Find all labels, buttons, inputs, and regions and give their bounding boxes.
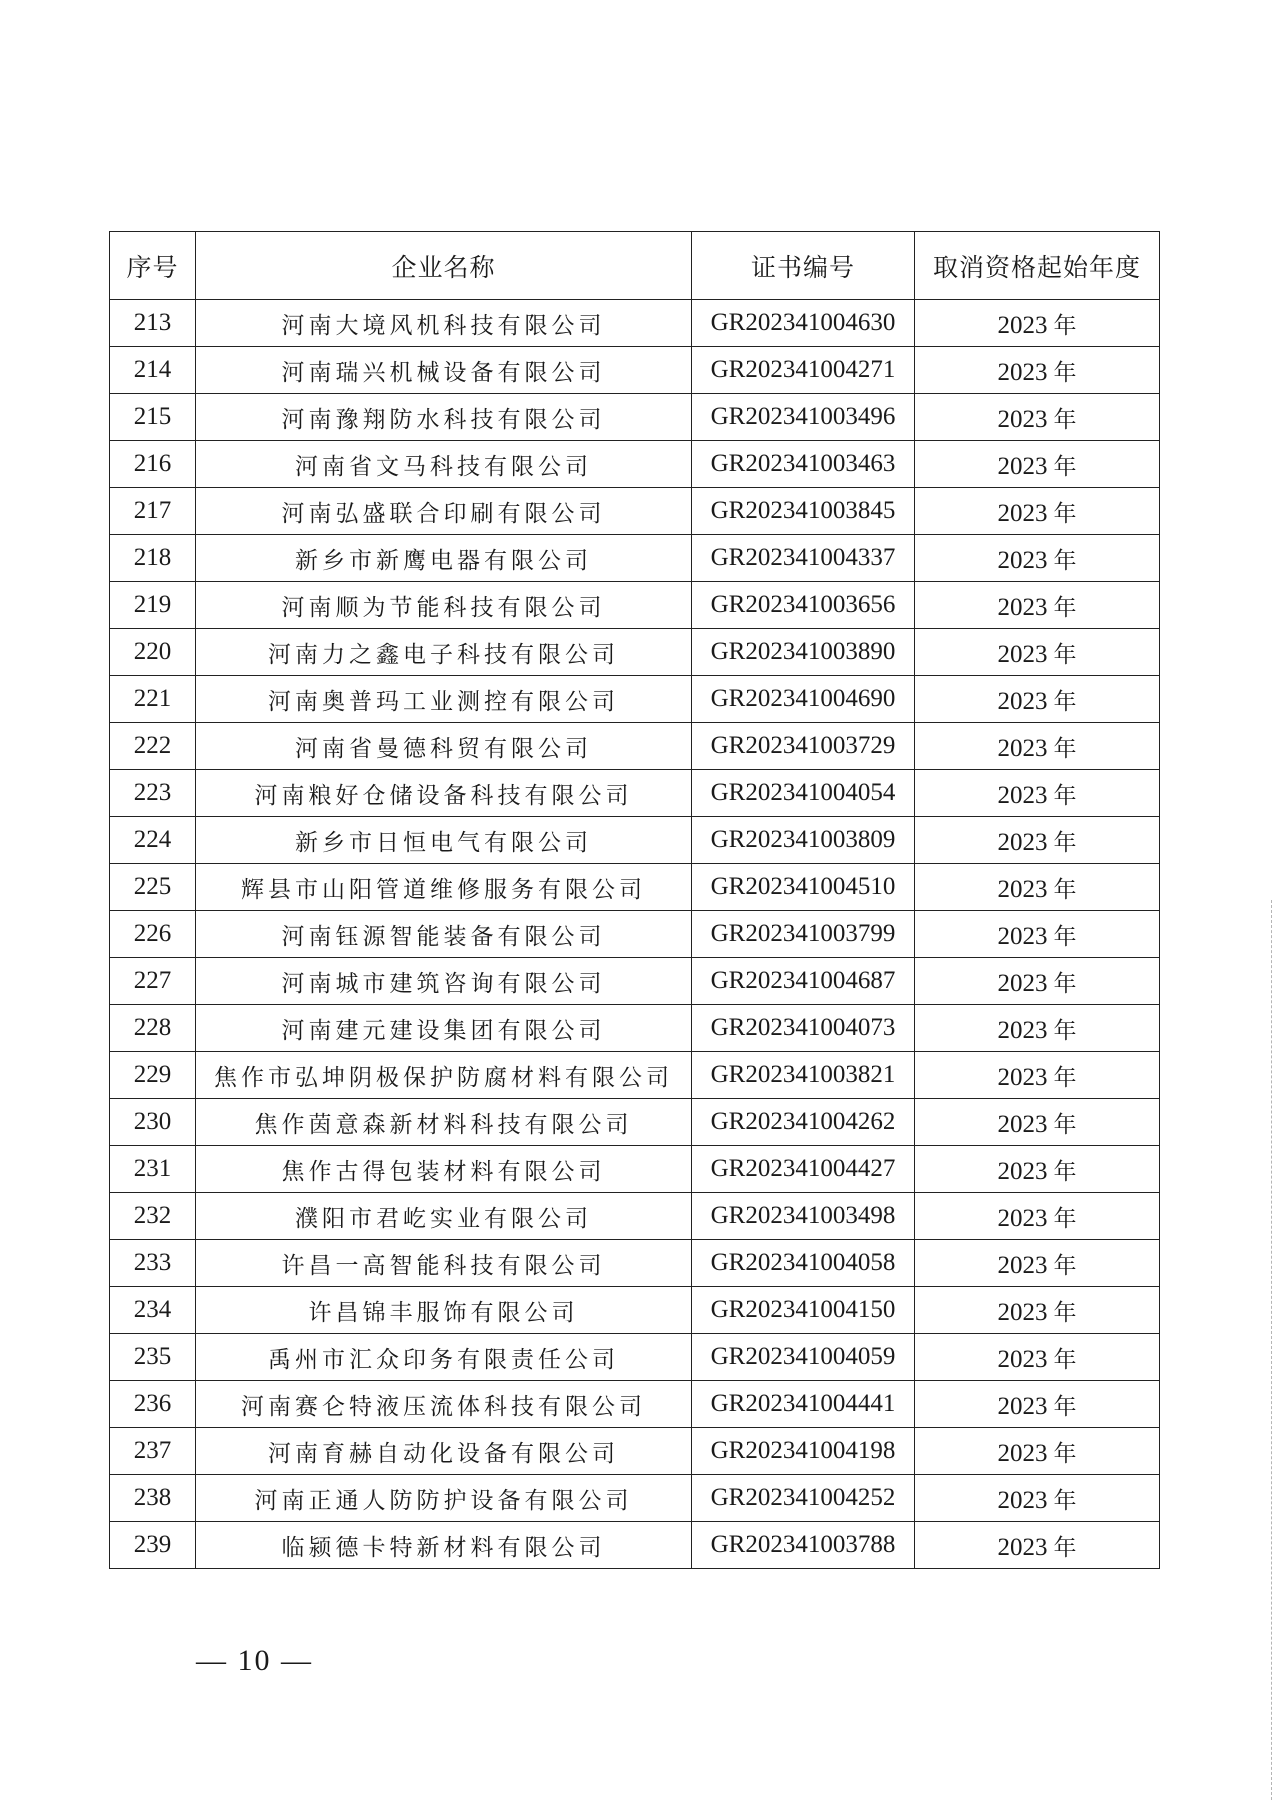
cell-serial-number: 235 [110, 1334, 196, 1381]
year-value: 2023 [997, 1392, 1048, 1420]
cell-certificate-number: GR202341004271 [692, 347, 915, 394]
table-row [110, 300, 1160, 347]
header-enterprise-name: 企业名称 [196, 232, 692, 300]
cell-serial-number: 231 [110, 1146, 196, 1193]
year-suffix: 年 [1053, 1111, 1077, 1138]
year-value: 2023 [997, 1486, 1048, 1514]
cell-enterprise-name: 焦作市弘坤阴极保护防腐材料有限公司 [196, 1052, 692, 1099]
table-row [110, 488, 1160, 535]
cell-enterprise-name: 河南大境风机科技有限公司 [196, 300, 692, 347]
cell-serial-number: 221 [110, 676, 196, 723]
cell-enterprise-name: 新乡市新鹰电器有限公司 [196, 535, 692, 582]
year-suffix: 年 [1053, 1252, 1077, 1279]
cell-certificate-number: GR202341004262 [692, 1099, 915, 1146]
table-row [110, 958, 1160, 1005]
cell-certificate-number: GR202341003788 [692, 1522, 915, 1569]
table-body [110, 300, 1160, 1569]
year-suffix: 年 [1053, 1440, 1077, 1467]
cell-revocation-year [915, 770, 1160, 817]
cell-certificate-number: GR202341003799 [692, 911, 915, 958]
year-value: 2023 [997, 1251, 1048, 1279]
year-suffix: 年 [1053, 1064, 1077, 1091]
cell-revocation-year [915, 1287, 1160, 1334]
cell-enterprise-name: 河南弘盛联合印刷有限公司 [196, 488, 692, 535]
cell-enterprise-name: 河南建元建设集团有限公司 [196, 1005, 692, 1052]
cell-certificate-number: GR202341004059 [692, 1334, 915, 1381]
cell-enterprise-name: 焦作古得包装材料有限公司 [196, 1146, 692, 1193]
cell-serial-number: 216 [110, 441, 196, 488]
cell-enterprise-name: 河南顺为节能科技有限公司 [196, 582, 692, 629]
table-row [110, 817, 1160, 864]
cell-revocation-year [915, 1099, 1160, 1146]
cell-revocation-year [915, 347, 1160, 394]
cell-revocation-year [915, 1522, 1160, 1569]
year-suffix: 年 [1053, 829, 1077, 856]
cell-revocation-year [915, 394, 1160, 441]
year-suffix: 年 [1053, 1534, 1077, 1561]
cell-serial-number: 215 [110, 394, 196, 441]
cell-serial-number: 213 [110, 300, 196, 347]
year-value: 2023 [997, 875, 1048, 903]
cell-certificate-number: GR202341004058 [692, 1240, 915, 1287]
cell-certificate-number: GR202341004252 [692, 1475, 915, 1522]
table-row [110, 770, 1160, 817]
year-suffix: 年 [1053, 359, 1077, 386]
header-serial-number: 序号 [110, 232, 196, 300]
table-row [110, 1522, 1160, 1569]
cell-serial-number: 225 [110, 864, 196, 911]
year-suffix: 年 [1053, 500, 1077, 527]
cell-certificate-number: GR202341004150 [692, 1287, 915, 1334]
year-suffix: 年 [1053, 312, 1077, 339]
year-suffix: 年 [1053, 547, 1077, 574]
cell-certificate-number: GR202341004630 [692, 300, 915, 347]
table-row [110, 629, 1160, 676]
table-row [110, 676, 1160, 723]
year-value: 2023 [997, 499, 1048, 527]
cell-revocation-year [915, 911, 1160, 958]
cell-revocation-year [915, 488, 1160, 535]
table-row [110, 1099, 1160, 1146]
cell-enterprise-name: 河南省文马科技有限公司 [196, 441, 692, 488]
year-value: 2023 [997, 1439, 1048, 1467]
cell-revocation-year [915, 1146, 1160, 1193]
cell-certificate-number: GR202341003498 [692, 1193, 915, 1240]
year-value: 2023 [997, 781, 1048, 809]
cell-enterprise-name: 河南赛仑特液压流体科技有限公司 [196, 1381, 692, 1428]
cell-revocation-year [915, 629, 1160, 676]
cell-revocation-year [915, 535, 1160, 582]
year-value: 2023 [997, 1110, 1048, 1138]
cell-enterprise-name: 焦作茵意森新材料科技有限公司 [196, 1099, 692, 1146]
year-value: 2023 [997, 1533, 1048, 1561]
cell-revocation-year [915, 1428, 1160, 1475]
year-value: 2023 [997, 687, 1048, 715]
cell-certificate-number: GR202341003729 [692, 723, 915, 770]
cell-enterprise-name: 许昌锦丰服饰有限公司 [196, 1287, 692, 1334]
year-value: 2023 [997, 452, 1048, 480]
cell-serial-number: 232 [110, 1193, 196, 1240]
table-row [110, 347, 1160, 394]
header-certificate-number: 证书编号 [692, 232, 915, 300]
table-row [110, 582, 1160, 629]
table-row [110, 394, 1160, 441]
cell-revocation-year [915, 864, 1160, 911]
page-number: — 10 — [196, 1644, 313, 1677]
cell-serial-number: 226 [110, 911, 196, 958]
cell-enterprise-name: 河南城市建筑咨询有限公司 [196, 958, 692, 1005]
cell-serial-number: 219 [110, 582, 196, 629]
table-row [110, 1240, 1160, 1287]
cell-certificate-number: GR202341004510 [692, 864, 915, 911]
cell-serial-number: 239 [110, 1522, 196, 1569]
cell-serial-number: 214 [110, 347, 196, 394]
year-suffix: 年 [1053, 876, 1077, 903]
cell-serial-number: 238 [110, 1475, 196, 1522]
year-suffix: 年 [1053, 1487, 1077, 1514]
table-row [110, 535, 1160, 582]
cell-certificate-number: GR202341004054 [692, 770, 915, 817]
cell-revocation-year [915, 1052, 1160, 1099]
year-value: 2023 [997, 1063, 1048, 1091]
year-suffix: 年 [1053, 1346, 1077, 1373]
cell-enterprise-name: 濮阳市君屹实业有限公司 [196, 1193, 692, 1240]
cell-certificate-number: GR202341004690 [692, 676, 915, 723]
table-row [110, 864, 1160, 911]
cell-certificate-number: GR202341004441 [692, 1381, 915, 1428]
year-value: 2023 [997, 405, 1048, 433]
cell-serial-number: 229 [110, 1052, 196, 1099]
header-revocation-start-year: 取消资格起始年度 [915, 232, 1160, 300]
year-value: 2023 [997, 640, 1048, 668]
cell-serial-number: 224 [110, 817, 196, 864]
year-value: 2023 [997, 922, 1048, 950]
cell-revocation-year [915, 958, 1160, 1005]
year-value: 2023 [997, 358, 1048, 386]
year-suffix: 年 [1053, 688, 1077, 715]
table-row [110, 1334, 1160, 1381]
cell-revocation-year [915, 441, 1160, 488]
cell-certificate-number: GR202341004198 [692, 1428, 915, 1475]
cell-enterprise-name: 临颍德卡特新材料有限公司 [196, 1522, 692, 1569]
year-value: 2023 [997, 1157, 1048, 1185]
scan-edge-line [1270, 900, 1272, 1800]
cell-enterprise-name: 河南省曼德科贸有限公司 [196, 723, 692, 770]
year-value: 2023 [997, 969, 1048, 997]
cell-enterprise-name: 河南正通人防防护设备有限公司 [196, 1475, 692, 1522]
year-value: 2023 [997, 1204, 1048, 1232]
table-row [110, 1146, 1160, 1193]
cell-serial-number: 223 [110, 770, 196, 817]
year-suffix: 年 [1053, 1017, 1077, 1044]
cell-certificate-number: GR202341004337 [692, 535, 915, 582]
cell-serial-number: 218 [110, 535, 196, 582]
cell-certificate-number: GR202341003496 [692, 394, 915, 441]
year-value: 2023 [997, 828, 1048, 856]
year-suffix: 年 [1053, 923, 1077, 950]
cell-enterprise-name: 河南钰源智能装备有限公司 [196, 911, 692, 958]
year-suffix: 年 [1053, 735, 1077, 762]
table-row [110, 911, 1160, 958]
cell-revocation-year [915, 1193, 1160, 1240]
cell-enterprise-name: 河南豫翔防水科技有限公司 [196, 394, 692, 441]
table-row [110, 441, 1160, 488]
cell-enterprise-name: 河南力之鑫电子科技有限公司 [196, 629, 692, 676]
cell-certificate-number: GR202341003463 [692, 441, 915, 488]
year-suffix: 年 [1053, 641, 1077, 668]
year-suffix: 年 [1053, 594, 1077, 621]
year-value: 2023 [997, 546, 1048, 574]
year-value: 2023 [997, 593, 1048, 621]
year-suffix: 年 [1053, 1205, 1077, 1232]
year-suffix: 年 [1053, 406, 1077, 433]
year-value: 2023 [997, 1298, 1048, 1326]
year-suffix: 年 [1053, 1299, 1077, 1326]
cell-enterprise-name: 河南育赫自动化设备有限公司 [196, 1428, 692, 1475]
table-row [110, 1287, 1160, 1334]
cell-enterprise-name: 新乡市日恒电气有限公司 [196, 817, 692, 864]
cell-serial-number: 234 [110, 1287, 196, 1334]
cell-serial-number: 230 [110, 1099, 196, 1146]
cell-enterprise-name: 河南奥普玛工业测控有限公司 [196, 676, 692, 723]
year-suffix: 年 [1053, 1158, 1077, 1185]
cell-revocation-year [915, 1475, 1160, 1522]
year-value: 2023 [997, 311, 1048, 339]
cell-certificate-number: GR202341003809 [692, 817, 915, 864]
table-header-row [110, 232, 1160, 300]
year-value: 2023 [997, 1016, 1048, 1044]
year-suffix: 年 [1053, 453, 1077, 480]
cell-serial-number: 237 [110, 1428, 196, 1475]
cell-revocation-year [915, 582, 1160, 629]
cell-revocation-year [915, 723, 1160, 770]
cell-serial-number: 233 [110, 1240, 196, 1287]
cell-revocation-year [915, 1240, 1160, 1287]
cell-revocation-year [915, 817, 1160, 864]
cell-enterprise-name: 许昌一高智能科技有限公司 [196, 1240, 692, 1287]
cell-certificate-number: GR202341004073 [692, 1005, 915, 1052]
table-row [110, 723, 1160, 770]
cell-revocation-year [915, 300, 1160, 347]
cell-certificate-number: GR202341003821 [692, 1052, 915, 1099]
year-suffix: 年 [1053, 1393, 1077, 1420]
cell-certificate-number: GR202341004687 [692, 958, 915, 1005]
table-row [110, 1005, 1160, 1052]
revoked-enterprise-table [109, 231, 1160, 1569]
cell-revocation-year [915, 676, 1160, 723]
year-suffix: 年 [1053, 970, 1077, 997]
cell-enterprise-name: 河南瑞兴机械设备有限公司 [196, 347, 692, 394]
cell-serial-number: 217 [110, 488, 196, 535]
cell-enterprise-name: 禹州市汇众印务有限责任公司 [196, 1334, 692, 1381]
cell-serial-number: 228 [110, 1005, 196, 1052]
cell-revocation-year [915, 1381, 1160, 1428]
table-row [110, 1475, 1160, 1522]
cell-certificate-number: GR202341004427 [692, 1146, 915, 1193]
cell-serial-number: 227 [110, 958, 196, 1005]
year-suffix: 年 [1053, 782, 1077, 809]
table-row [110, 1193, 1160, 1240]
cell-certificate-number: GR202341003845 [692, 488, 915, 535]
table-row [110, 1381, 1160, 1428]
cell-serial-number: 236 [110, 1381, 196, 1428]
cell-certificate-number: GR202341003890 [692, 629, 915, 676]
cell-revocation-year [915, 1334, 1160, 1381]
cell-enterprise-name: 辉县市山阳管道维修服务有限公司 [196, 864, 692, 911]
table-row [110, 1052, 1160, 1099]
cell-certificate-number: GR202341003656 [692, 582, 915, 629]
year-value: 2023 [997, 734, 1048, 762]
cell-enterprise-name: 河南粮好仓储设备科技有限公司 [196, 770, 692, 817]
table-row [110, 1428, 1160, 1475]
cell-revocation-year [915, 1005, 1160, 1052]
year-value: 2023 [997, 1345, 1048, 1373]
cell-serial-number: 220 [110, 629, 196, 676]
cell-serial-number: 222 [110, 723, 196, 770]
